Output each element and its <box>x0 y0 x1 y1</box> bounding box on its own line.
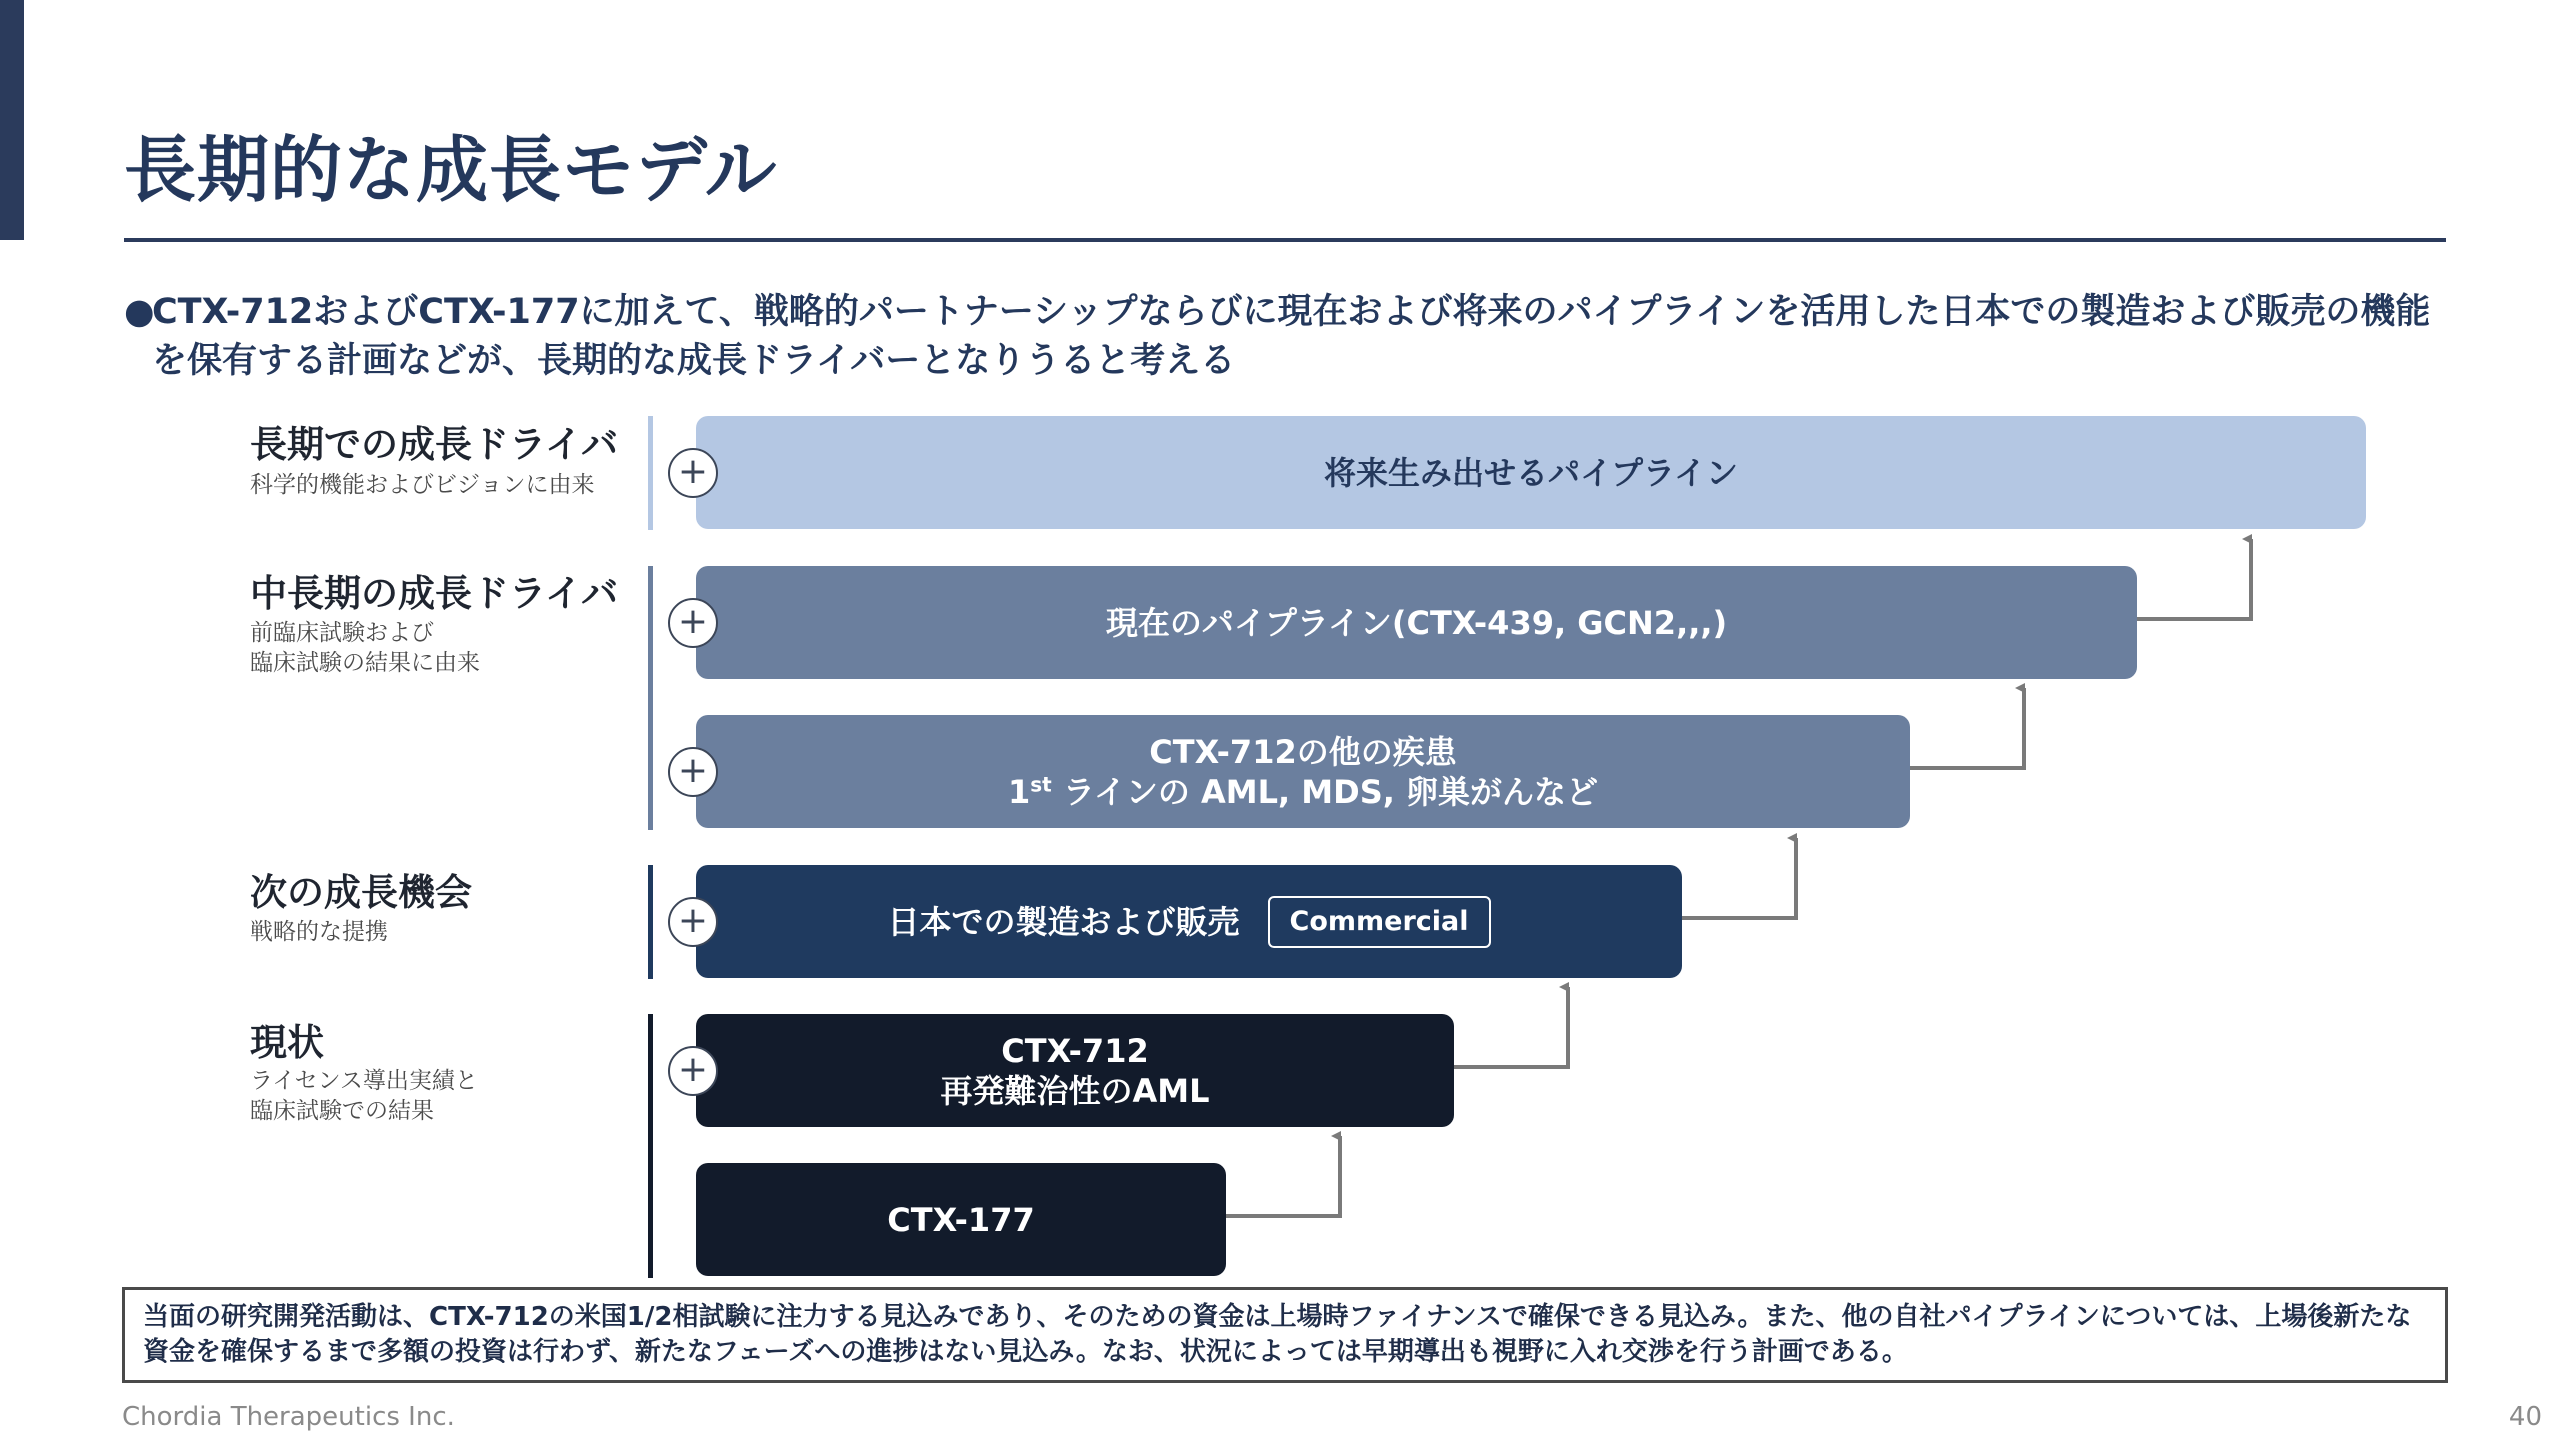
group-subtitle-current: ライセンス導出実績と 臨床試験での結果 <box>250 1068 478 1124</box>
box-ctx712-aml-label: CTX-712 再発難治性のAML <box>940 1031 1210 1110</box>
group-title-next-opportunity: 次の成長機会 <box>250 871 472 914</box>
box-ctx712-other-line2: 1st ラインの AML, MDS, 卵巣がんなど <box>1007 771 1599 811</box>
box-future-pipeline-label: 将来生み出せるパイプライン <box>1323 453 1739 492</box>
box-current-pipeline-label: 現在のパイプライン(CTX-439, GCN2,,,) <box>1105 603 1728 642</box>
group-subtitle-long-term: 科学的機能およびビジョンに由来 <box>250 472 595 498</box>
page-title: 長期的な成長モデル <box>124 128 778 212</box>
step-arrow <box>1454 987 1568 1067</box>
plus-icon: + <box>668 448 718 498</box>
plus-icon: + <box>668 747 718 797</box>
step-arrow <box>1682 838 1796 918</box>
plus-icon: + <box>668 897 718 947</box>
step-arrow <box>1910 688 2024 768</box>
group-subtitle-next-opportunity: 戦略的な提携 <box>250 919 388 945</box>
commercial-badge: Commercial <box>1268 896 1491 948</box>
page-number: 40 <box>2508 1402 2542 1432</box>
step-arrow <box>2137 539 2251 619</box>
group-subtitle-mid-long-term: 前臨床試験および 臨床試験の結果に由来 <box>250 620 480 676</box>
group-title-long-term: 長期での成長ドライバ <box>250 423 619 466</box>
plus-icon: + <box>668 598 718 648</box>
bullet-text: CTX-712およびCTX-177に加えて、戦略的パートナーシップならびに現在および将来のパイプラインを活用した日本での製造および販売の機能を保有する計画などが、長期的な成長ドライバーとなりうると考える <box>152 292 2431 381</box>
footer-company: Chordia Therapeutics Inc. <box>122 1402 455 1432</box>
plus-icon: + <box>668 1046 718 1096</box>
step-arrow <box>1226 1136 1340 1216</box>
superscript-st: st <box>1030 771 1052 796</box>
box-ctx177-label: CTX-177 <box>887 1200 1035 1239</box>
box-japan-manufacturing-label: 日本での製造および販売 <box>887 902 1240 941</box>
bullet-dot: ● <box>124 292 155 332</box>
note-box: 当面の研究開発活動は、CTX-712の米国1/2相試験に注力する見込みであり、そのための資金は上場時ファイナンスで確保できる見込み。また、他の自社パイプラインについては、上場後新たな資金を確保するまで多額の投資は行わず、新たなフェーズへの進捗はない見込み。なお、状況によっては早期導出も視野に入れ交渉を行う計画である。 <box>122 1287 2448 1383</box>
group-title-mid-long-term: 中長期の成長ドライバ <box>250 572 619 615</box>
box-ctx712-other-line1: CTX-712の他の疾患 <box>1149 732 1457 771</box>
group-title-current: 現状 <box>250 1021 324 1064</box>
